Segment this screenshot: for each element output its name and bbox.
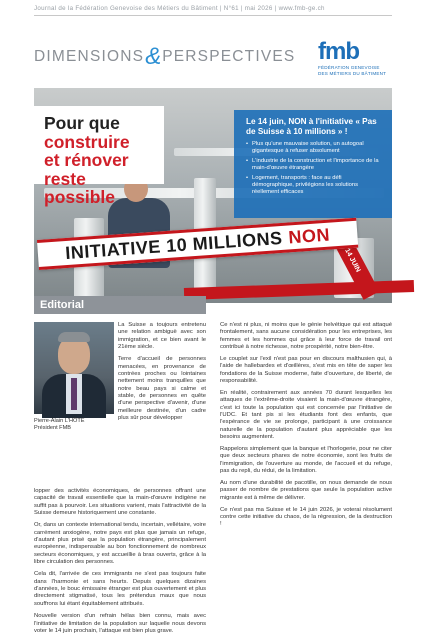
vote-info-bullet: • Plus qu'une mauvaise solution, un autogoal gigantesque à refuser absolument — [246, 141, 383, 155]
paragraph: Cela dit, l'arrivée de ces immigrants ne s'est pas toujours faite dans l'harmonie et sans heurts. Depuis quelques dizaines d'années, le bouc émissaire étranger est plus ouvertement et plus directement stigmatisé, tous les prétendus maux que nous souffrons lui étant équitablement attribués. — [34, 571, 206, 607]
journal-info-line: Journal de la Fédération Genevoise des Métiers du Bâtiment | N°61 | mai 2026 | www.fmb-ge.ch — [34, 5, 325, 12]
caption-role: Président FMB — [34, 425, 71, 431]
headline-line-1: Pour que — [44, 113, 120, 133]
headline-line-4: reste possible — [44, 168, 115, 207]
headline-line-2: construire — [44, 131, 130, 152]
editorial-side-column — [118, 322, 206, 427]
masthead-perspectives: PERSPECTIVES — [162, 48, 296, 65]
masthead — [34, 40, 295, 68]
vote-info-bullet: • L'industrie de la construction et l'importance de la main-d'œuvre étrangère — [246, 158, 383, 172]
paragraph: Au nom d'une durabilité de pacotille, on nous demande de nous passer de nombre de prestations que seule la population active migrante est à même de délivrer. — [220, 479, 392, 501]
editorial-left-column — [34, 488, 206, 640]
tape-side-label: 14 JUIN — [343, 247, 362, 274]
editorial-right-column — [220, 322, 392, 533]
headline-panel — [34, 106, 164, 207]
fmb-logo[interactable] — [318, 40, 394, 80]
paragraph: lopper des activités économiques, de personnes offrant une capacité de travail essentielle que la main-d'œuvre indigène ne suffit pas à pourvoir. Les situations varient, mais l'attractivité de la Suisse demeure historiquement une constante. — [34, 488, 206, 517]
vote-info-box — [234, 110, 392, 218]
logo-subtitle-2: DES MÉTIERS DU BÂTIMENT — [318, 71, 387, 77]
headline-line-3: et rénover — [44, 150, 129, 170]
tape-text — [65, 224, 331, 263]
paragraph: La Suisse a toujours entretenu une relation ambiguë avec son immigration, et ce bien avant le 21ème siècle. — [118, 322, 206, 351]
paragraph: Le couplet sur l'exil n'est pas pour en discours malthusien qui, à l'aide de hallebardes et d'œillères, s'est mis en tête de saper les fondations de la Suisse moderne, faite d'ouverture, de liberté, de responsabilité. — [220, 355, 392, 384]
vote-info-bullet: • Logement, transports : face au défi démographique, privilégions les solutions réellement efficaces — [246, 175, 383, 196]
red-tape-lower — [184, 280, 414, 300]
masthead-ampersand: & — [145, 43, 162, 70]
paragraph: En réalité, contrairement aux années 70 durant lesquelles les attaques de l'extrême-droite visaient la main-d'œuvre étrangère, c'est ici toute la population qui est concernée par l'initiative de l'UDC. Et tant pis si les étudiants font des enfants, que l'espérance de vie se prolonge, participant à une croissance naturelle de la population d'autant plus appréciable que les besoins augmentent. — [220, 389, 392, 440]
paragraph: Terre d'accueil de personnes menacées, en provenance de contrées proches ou lointaines nettement moins tranquilles que notre beau pays si calme et stable, de personnes en quête d'une perspective d'avenir, d'une meilleure destinée, d'un cadre plus sûr pour développer — [118, 356, 206, 422]
editorial-heading: Editorial — [34, 296, 206, 314]
masthead-dimensions: DIMENSIONS — [34, 48, 145, 65]
logo-subtitle-1: FÉDÉRATION GENEVOISE — [318, 65, 380, 70]
vote-info-title: Le 14 juin, NON à l'initiative « Pas de Suisse à 10 millions » ! — [246, 117, 377, 136]
portrait-hair — [58, 332, 90, 342]
paragraph: Or, dans un contexte international tendu, incertain, vellétaire, voire carrément anxiogène, notre pays est plus que jamais un refuge, d'autant plus prisé que la population étrangère, principalement européenne, indispensable au bon fonctionnement de nombreux secteurs économiques, y est accueillie à bras ouverts, grâce à la libre circulation des personnes. — [34, 522, 206, 566]
author-portrait — [34, 322, 114, 414]
paragraph: Nouvelle version d'un refrain hélas bien connu, mais avec l'initiative de limitation de la population sur laquelle nous devons voter le 14 juin prochain, l'attaque est bien plus grave. — [34, 613, 206, 634]
hero-photo — [34, 88, 392, 303]
top-divider — [34, 15, 392, 16]
logo-mark: fmb — [318, 38, 359, 65]
portrait-caption — [34, 418, 114, 432]
paragraph: Ce n'est ni plus, ni moins que le génie helvétique qui est attaqué frontalement, sans aucune considération pour les entreprises, les femmes et les hommes qui grâce à leur force de travail ont contribué à notre richesse, notre prospérité, notre bien-être. — [220, 322, 392, 351]
tape-label: INITIATIVE 10 MILLIONS — [64, 227, 284, 263]
tape-no: NON — [287, 224, 331, 247]
paragraph: Rappelons simplement que la banque et l'horlogerie, pour ne citer que deux secteurs phares de notre économie, sont les fruits de l'immigration, de l'ouverture au monde, de l'accueil et du refuge, pas du repli, du rédui, de la limitation. — [220, 445, 392, 474]
hero-headline — [44, 114, 154, 207]
paragraph: Ce n'est pas ma Suisse et le 14 juin 2026, je voterai résolument contre cette initiative du chaos, de la régression, de la destruction ! — [220, 506, 392, 528]
portrait-tie — [71, 378, 77, 410]
caption-name: Pierre-Alain L'HÔTE — [34, 418, 85, 424]
